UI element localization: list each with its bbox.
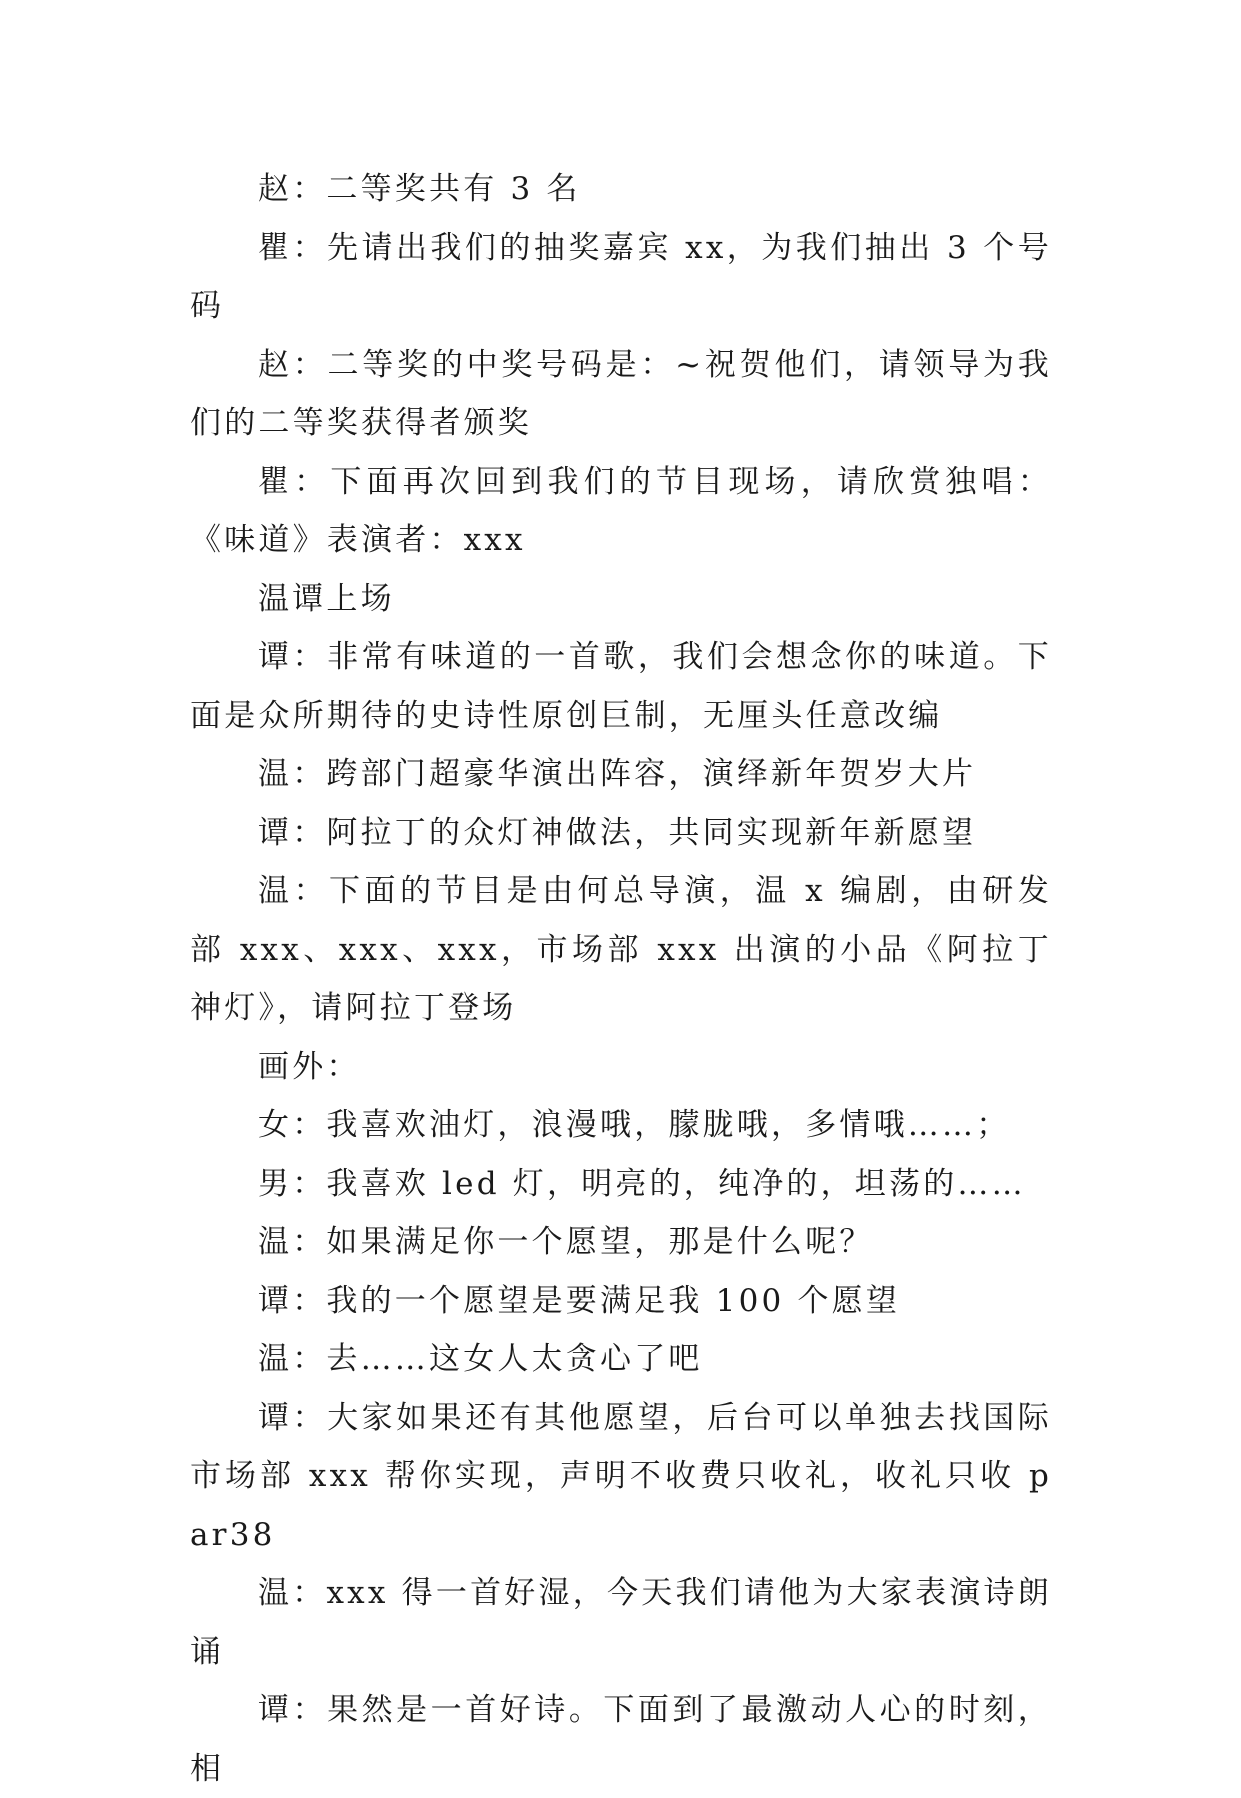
dialogue-line: 谭：果然是一首好诗。下面到了最激动人心的时刻，相 — [190, 1692, 1052, 1787]
dialogue-line: 温：去……这女人太贪心了吧 — [258, 1341, 703, 1377]
dialogue-line: 女：我喜欢油灯，浪漫哦，朦胧哦，多情哦……； — [258, 1107, 1011, 1143]
dialogue-line: 赵：二等奖共有 3 名 — [258, 171, 581, 207]
dialogue-line: 瞿：下面再次回到我们的节目现场，请欣赏独唱：《味道》表演者：xxx — [190, 463, 1052, 558]
stage-direction: 画外： — [258, 1048, 361, 1085]
stage-direction: 温谭上场 — [258, 580, 395, 617]
dialogue-line: 赵：二等奖的中奖号码是：~祝贺他们，请领导为我们的二等奖获得者颁奖 — [190, 346, 1052, 441]
dialogue-line: 温：如果满足你一个愿望，那是什么呢？ — [258, 1224, 874, 1260]
document-body — [190, 160, 1052, 1798]
dialogue-line: 瞿：先请出我们的抽奖嘉宾 xx，为我们抽出 3 个号码 — [190, 229, 1052, 324]
dialogue-line: 谭：阿拉丁的众灯神做法，共同实现新年新愿望 — [258, 814, 977, 851]
dialogue-line: 温：xxx 得一首好湿，今天我们请他为大家表演诗朗诵 — [190, 1575, 1052, 1670]
dialogue-line: 谭：非常有味道的一首歌，我们会想念你的味道。下面是众所期待的史诗性原创巨制，无厘头任意改编 — [190, 639, 1052, 734]
dialogue-line: 谭：我的一个愿望是要满足我 100 个愿望 — [258, 1282, 901, 1319]
dialogue-line: 温：下面的节目是由何总导演，温 x 编剧，由研发部 xxx、xxx、xxx，市场部 xxx 出演的小品《阿拉丁神灯》，请阿拉丁登场 — [190, 873, 1052, 1026]
dialogue-line: 谭：大家如果还有其他愿望，后台可以单独去找国际市场部 xxx 帮你实现，声明不收费只收礼，收礼只收 par38 — [190, 1399, 1052, 1553]
dialogue-line: 温：跨部门超豪华演出阵容，演绎新年贺岁大片 — [258, 756, 977, 792]
dialogue-line: 男：我喜欢 led 灯，明亮的，纯净的，坦荡的…… — [258, 1165, 1026, 1202]
